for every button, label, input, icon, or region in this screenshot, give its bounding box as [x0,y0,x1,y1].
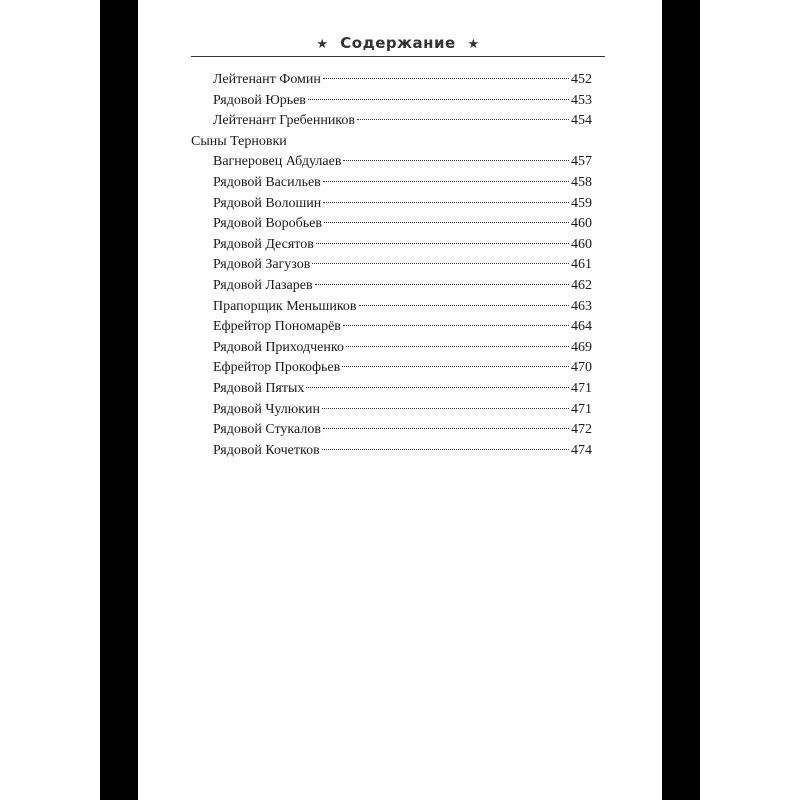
toc-entry-page: 453 [571,92,592,108]
toc-entry-page: 460 [571,216,592,232]
toc-entry-page: 472 [571,422,592,438]
toc-entry-label: Рядовой Чулюкин [213,401,321,417]
toc-entry-page: 459 [571,195,592,211]
toc-entry-page: 464 [571,319,592,335]
toc-entry-label: Рядовой Приходченко [213,339,344,355]
toc-leader-dots [316,243,569,244]
toc-entry [191,338,592,359]
toc-entry [191,400,592,421]
header-rule [191,56,605,57]
toc-entry-label: Рядовой Васильев [213,174,321,190]
table-of-contents [191,70,592,461]
toc-entry-page: 471 [571,380,592,396]
toc-leader-dots [343,160,569,161]
toc-entry-page: 461 [571,257,592,273]
star-icon: ★ [467,37,480,52]
toc-leader-dots [323,181,569,182]
toc-leader-dots [306,387,569,388]
toc-entry [191,297,592,318]
toc-entry [191,70,592,91]
toc-entry-label: Рядовой Кочетков [213,442,320,458]
toc-leader-dots [308,99,569,100]
toc-entry-label: Вагнеровец Абдулаев [213,154,342,170]
toc-entry [191,276,592,297]
toc-leader-dots [322,408,569,409]
toc-leader-dots [323,78,569,79]
toc-entry-label: Рядовой Загузов [213,257,311,273]
toc-entry-label: Рядовой Пятых [213,380,305,396]
toc-leader-dots [315,284,569,285]
toc-entry-label: Рядовой Десятов [213,236,314,252]
toc-entry [191,379,592,400]
toc-entry-page: 460 [571,236,592,252]
toc-entry-page: 452 [571,72,592,87]
toc-entry-page: 457 [571,154,592,170]
toc-entry [191,111,592,132]
toc-leader-dots [343,325,569,326]
toc-entry-label: Прапорщик Меньшиков [213,298,357,314]
toc-leader-dots [312,263,569,264]
toc-entry-label: Рядовой Волошин [213,195,322,211]
toc-entry-label: Лейтенант Гребенников [213,113,356,129]
toc-entry-label: Лейтенант Фомин [213,72,321,87]
toc-entry-page: 454 [571,113,592,129]
toc-section-title: Сыны Терновки [191,133,287,149]
toc-entry [191,255,592,276]
toc-leader-dots [357,119,569,120]
toc-entry-page: 470 [571,360,592,376]
page-header [191,34,605,52]
toc-leader-dots [359,305,569,306]
toc-entry-label: Ефрейтор Пономарёв [213,319,341,335]
toc-entry [191,173,592,194]
toc-entry-page: 458 [571,174,592,190]
toc-entry-label: Рядовой Лазарев [213,277,313,293]
toc-entry [191,194,592,215]
toc-entry-label: Рядовой Юрьев [213,92,306,108]
toc-entry-page: 463 [571,298,592,314]
toc-entry-page: 474 [571,442,592,458]
toc-entry [191,91,592,112]
toc-entry [191,235,592,256]
toc-leader-dots [323,202,569,203]
toc-entry [191,152,592,173]
toc-entry-label: Рядовой Воробьев [213,216,322,232]
page-title: Содержание [340,34,456,52]
toc-entry [191,441,592,462]
toc-entry [191,214,592,235]
toc-entry-label: Рядовой Стукалов [213,422,321,438]
toc-leader-dots [323,428,569,429]
toc-section-heading [191,132,592,153]
toc-leader-dots [322,449,569,450]
toc-entry-label: Ефрейтор Прокофьев [213,360,341,376]
toc-leader-dots [342,366,569,367]
toc-entry-page: 462 [571,277,592,293]
toc-entry [191,358,592,379]
toc-leader-dots [324,222,569,223]
toc-entry [191,317,592,338]
toc-entry-page: 471 [571,401,592,417]
star-icon: ★ [316,37,329,52]
toc-entry [191,420,592,441]
toc-entry-page: 469 [571,339,592,355]
book-page [138,0,662,800]
toc-leader-dots [346,346,569,347]
left-black-border [100,0,138,800]
right-black-border [662,0,700,800]
